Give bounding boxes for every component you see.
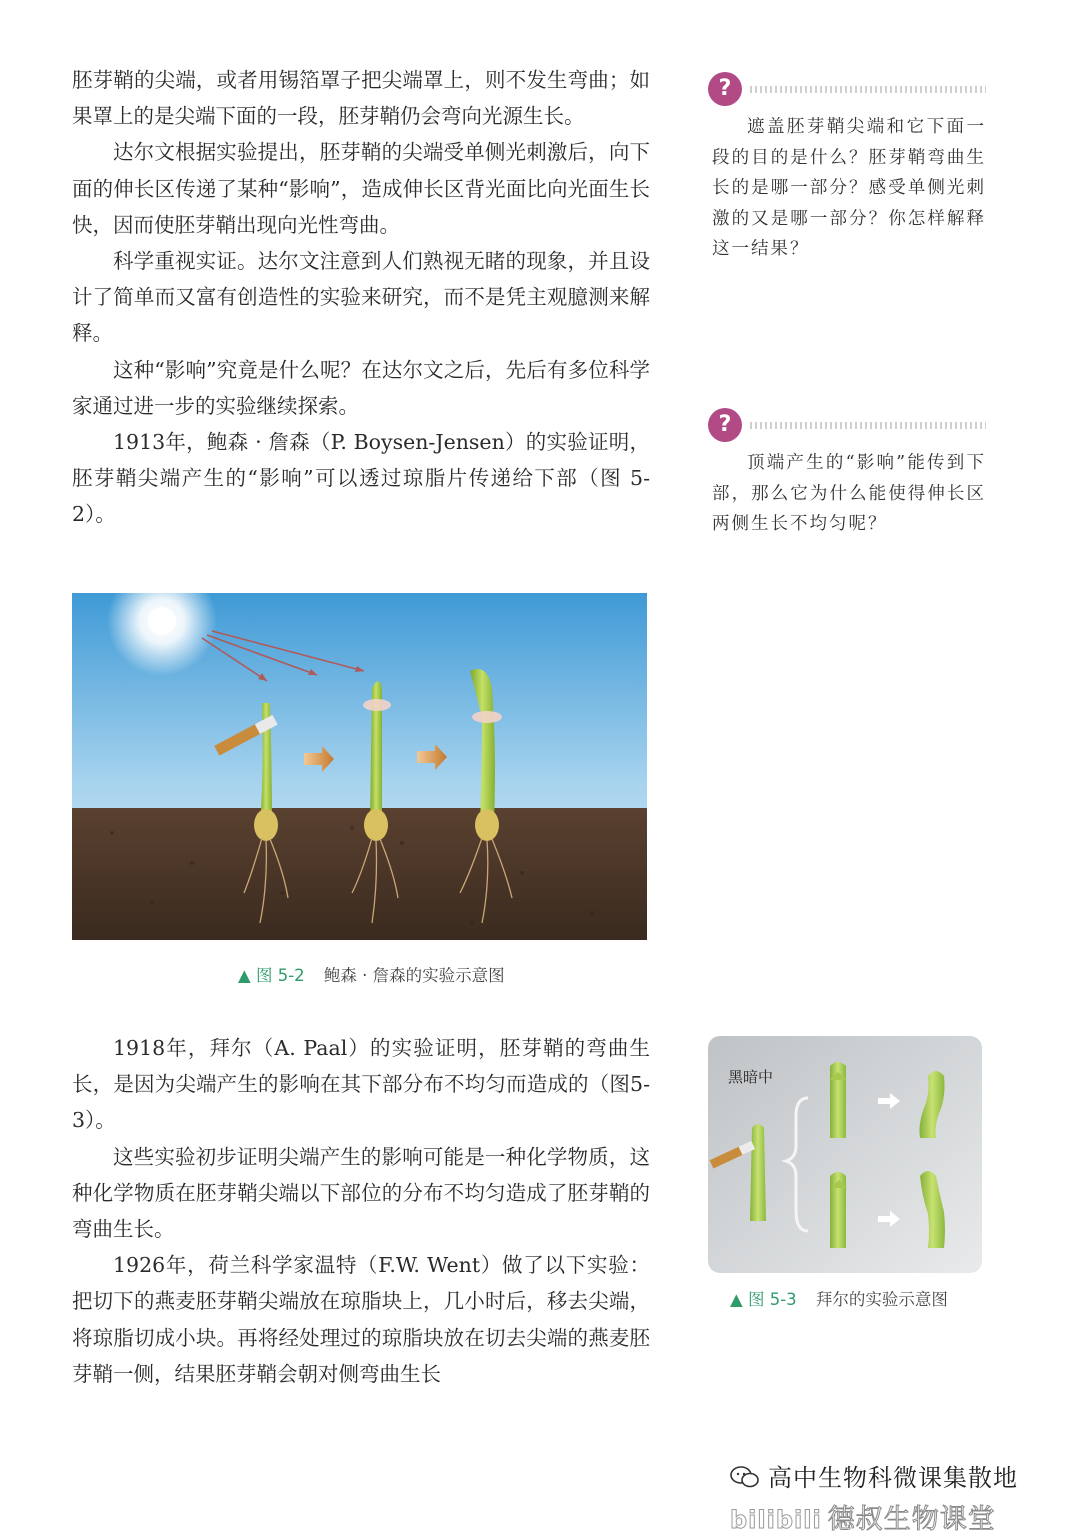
figure-5-2-caption (238, 962, 505, 986)
main-text-block-1 (72, 62, 650, 533)
question-mark-icon: ? (708, 72, 742, 106)
figure-5-2-illustration (72, 593, 647, 940)
question-header (708, 408, 986, 448)
figure-caption-text: 鲍森 · 詹森的实验示意图 (323, 966, 505, 985)
dotted-divider (750, 86, 986, 93)
watermark-text-2: 德叔生物课堂 (827, 1504, 996, 1535)
figure-caption-text: 拜尔的实验示意图 (815, 1290, 948, 1309)
boysen-jensen-diagram (72, 593, 647, 940)
figure-5-3-illustration (708, 1036, 982, 1273)
soil (72, 808, 647, 940)
dark-label: 黑暗中 (728, 1068, 774, 1086)
watermark-text-1: 高中生物科微课集散地 (768, 1464, 1018, 1492)
paragraph: 1913年，鲍森 · 詹森（P. Boysen-Jensen）的实验证明，胚芽鞘尖端产生的“影响”可以透过琼脂片传递给下部（图 5-2）。 (72, 430, 650, 527)
bottom-arrow-icon (878, 1216, 890, 1222)
center-shoot (750, 1124, 766, 1221)
figure-number: 图 5-3 (747, 1290, 797, 1309)
sidebar-question-2 (708, 408, 986, 540)
paragraph: 科学重视实证。达尔文注意到人们熟视无睹的现象，并且设计了简单而又富有创造性的实验来研究，而不是凭主观臆测来解释。 (72, 249, 650, 346)
bilibili-logo: bilibili (730, 1506, 822, 1534)
paragraph: 1926年，荷兰科学家温特（F.W. Went）做了以下实验：把切下的燕麦胚芽鞘尖端放在琼脂块上，几小时后，移去尖端，将琼脂切成小块。再将经处理过的琼脂块放在切去尖端的燕麦胚芽鞘一侧，结果胚芽鞘会朝对侧弯曲生长 (72, 1253, 650, 1386)
paragraph: 这种“影响”究竟是什么呢？在达尔文之后，先后有多位科学家通过进一步的实验继续探索。 (72, 357, 650, 418)
question-text: 顶端产生的“影响”能传到下部，那么它为什么能使得伸长区两侧生长不均匀呢？ (712, 453, 986, 534)
main-text-block-2 (72, 1030, 650, 1392)
top-arrow-icon (878, 1098, 890, 1104)
question-text: 遮盖胚芽鞘尖端和它下面一段的目的是什么？胚芽鞘弯曲生长的是哪一部分？感受单侧光刺激的又是哪一部分？你怎样解释这一结果？ (712, 117, 986, 259)
question-mark-icon: ? (708, 408, 742, 442)
triangle-icon: ▲ (730, 1290, 743, 1309)
paragraph: 1918年，拜尔（A. Paal）的实验证明，胚芽鞘的弯曲生长，是因为尖端产生的影响在其下部分布不均匀而造成的（图5-3）。 (72, 1036, 650, 1133)
dotted-divider (750, 422, 986, 429)
watermark-line-2 (730, 1497, 1070, 1536)
watermark-line-1 (730, 1458, 1070, 1493)
agar-block (472, 711, 502, 723)
figure-number: 图 5-2 (255, 966, 305, 985)
agar-block (363, 699, 391, 711)
paragraph: 胚芽鞘的尖端，或者用锡箔罩子把尖端罩上，则不发生弯曲；如果罩上的是尖端下面的一段，胚芽鞘仍会弯向光源生长。 (72, 68, 650, 129)
paragraph: 这些实验初步证明尖端产生的影响可能是一种化学物质，这种化学物质在胚芽鞘尖端以下部位的分布不均匀造成了胚芽鞘的弯曲生长。 (72, 1144, 650, 1242)
triangle-icon: ▲ (238, 966, 251, 985)
question-header (708, 72, 986, 112)
sidebar-question-1 (708, 72, 986, 265)
watermark (730, 1458, 1070, 1536)
figure-5-3-caption (730, 1286, 948, 1310)
sun-core (148, 607, 176, 635)
paragraph: 达尔文根据实验提出，胚芽鞘的尖端受单侧光刺激后，向下面的伸长区传递了某种“影响”，造成伸长区背光面比向光面生长快，因而使胚芽鞘出现向光性弯曲。 (72, 140, 650, 237)
wechat-icon (730, 1466, 760, 1488)
